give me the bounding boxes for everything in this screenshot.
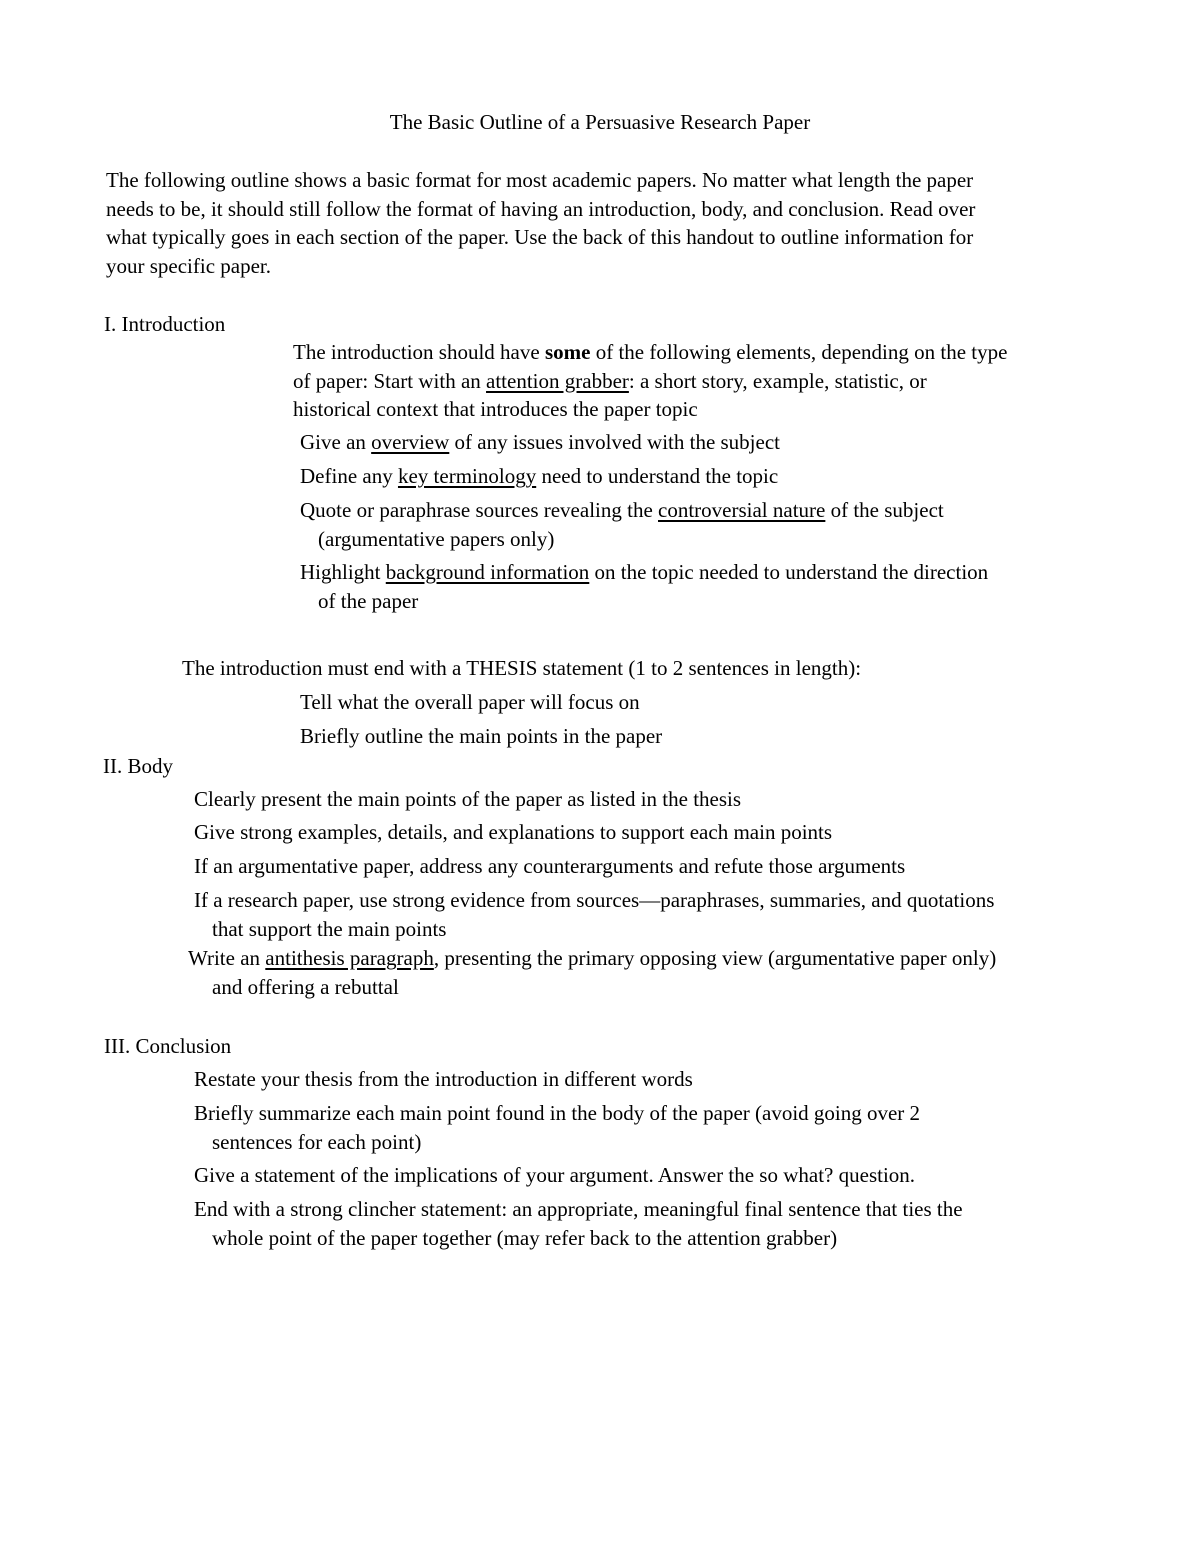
text-line: Briefly summarize each main point found in the body of the paper (avoid going over 2 xyxy=(194,1101,921,1125)
thesis-requirement: The introduction must end with a THESIS statement (1 to 2 sentences in length): xyxy=(182,656,862,680)
thesis-item-outline: Briefly outline the main points in the paper xyxy=(300,724,663,748)
text-run: Quote or paraphrase sources revealing the xyxy=(300,498,659,522)
text-run: of the subject xyxy=(825,498,944,522)
conclusion-item xyxy=(194,1099,920,1156)
section-heading-introduction: I. Introduction xyxy=(104,312,226,336)
thesis-item-focus: Tell what the overall paper will focus on xyxy=(300,690,640,714)
text-run: of the following elements, depending on the type xyxy=(590,340,1008,364)
body-item-antithesis xyxy=(188,944,996,1001)
text-run: Define any xyxy=(300,464,398,488)
text-line-continuation: of the paper xyxy=(318,588,419,613)
text-run: need to understand the topic xyxy=(536,464,779,488)
text-line xyxy=(293,367,1007,396)
text-run: of paper: Start with an xyxy=(293,368,487,393)
underlined-term-antithesis-paragraph: antithesis paragraph xyxy=(265,946,434,970)
text-line-continuation: sentences for each point) xyxy=(212,1129,422,1154)
text-run: Write an xyxy=(188,946,266,970)
text-line: End with a strong clincher statement: an appropriate, meaningful final sentence that ties the xyxy=(194,1197,963,1221)
text-line-continuation: that support the main points xyxy=(212,916,447,941)
underlined-term-attention-grabber: attention grabber xyxy=(486,368,629,393)
text-run: The introduction should have xyxy=(293,340,545,364)
conclusion-item: Give a statement of the implications of your argument. Answer the so what? question. xyxy=(194,1163,916,1187)
intro-paragraph-line: The following outline shows a basic format for most academic papers. No matter what length the paper xyxy=(106,168,974,192)
text-line xyxy=(188,944,996,973)
introduction-item-controversy xyxy=(300,496,944,553)
document-title: The Basic Outline of a Persuasive Research Paper xyxy=(389,110,811,134)
conclusion-item: Restate your thesis from the introduction in different words xyxy=(194,1067,693,1091)
section-heading-body: II. Body xyxy=(103,754,173,778)
underlined-term-background-information: background information xyxy=(385,560,590,584)
conclusion-item xyxy=(194,1195,963,1252)
text-run: , presenting the primary opposing view (argumentative paper only) xyxy=(433,946,997,970)
text-line: historical context that introduces the paper topic xyxy=(293,397,698,421)
text-line: If a research paper, use strong evidence from sources—paraphrases, summaries, and quotations xyxy=(194,888,995,912)
introduction-item-background xyxy=(300,558,988,615)
text-run: : a short story, example, statistic, or xyxy=(628,368,927,393)
text-run: Highlight xyxy=(300,560,386,584)
section-heading-conclusion: III. Conclusion xyxy=(104,1034,232,1058)
text-line xyxy=(293,338,1007,367)
intro-paragraph-line: your specific paper. xyxy=(106,253,272,278)
text-run: on the topic needed to understand the direction xyxy=(589,560,989,584)
intro-paragraph-line: what typically goes in each section of the paper. Use the back of this handout to outline information for xyxy=(106,225,974,249)
text-run: of any issues involved with the subject xyxy=(449,430,780,454)
introduction-item-terminology xyxy=(300,462,778,491)
text-run: Give an xyxy=(300,430,372,454)
underlined-term-controversial-nature: controversial nature xyxy=(658,498,826,522)
introduction-elements-paragraph xyxy=(293,338,1007,424)
body-item: Clearly present the main points of the paper as listed in the thesis xyxy=(194,787,742,811)
text-line xyxy=(300,496,944,525)
intro-paragraph-line: needs to be, it should still follow the format of having an introduction, body, and conclusion. Read over xyxy=(106,196,976,221)
text-line xyxy=(300,558,988,587)
text-line-continuation: whole point of the paper together (may refer back to the attention grabber) xyxy=(212,1225,838,1250)
introduction-item-overview xyxy=(300,428,780,457)
emphasis-some: some xyxy=(544,340,591,364)
body-item: Give strong examples, details, and explanations to support each main points xyxy=(194,820,833,844)
text-line-continuation: (argumentative papers only) xyxy=(318,526,555,551)
underlined-term-overview: overview xyxy=(371,430,450,454)
underlined-term-key-terminology: key terminology xyxy=(397,464,537,488)
text-line-continuation: and offering a rebuttal xyxy=(212,974,399,999)
body-item: If an argumentative paper, address any counterarguments and refute those arguments xyxy=(194,854,906,878)
body-item xyxy=(194,886,994,943)
intro-paragraph xyxy=(106,166,975,280)
